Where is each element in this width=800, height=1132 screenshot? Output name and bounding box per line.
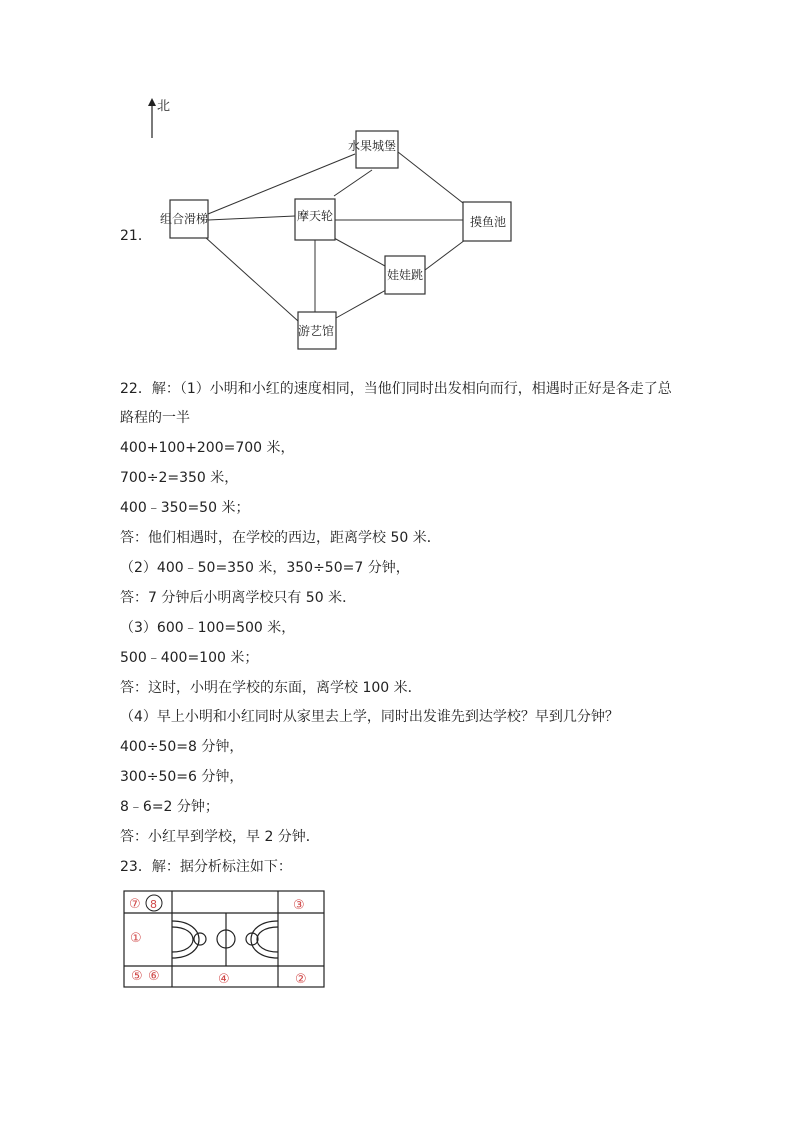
place-slide-label: 组合滑梯 xyxy=(160,212,209,226)
q22-line-5: 400﹣350=50 米； xyxy=(120,500,250,516)
court-label-5: ⑤ xyxy=(131,969,143,984)
place-arcade xyxy=(298,312,336,349)
q22-line-15: 8﹣6=2 分钟； xyxy=(120,799,219,815)
q21-number: 21． xyxy=(120,228,152,244)
q22-line-3: 400+100+200=700 米， xyxy=(120,440,295,456)
place-fish-pool xyxy=(463,202,511,241)
court-label-6: ⑥ xyxy=(148,969,160,984)
place-arcade-label: 游艺馆 xyxy=(298,324,335,338)
place-slide xyxy=(160,200,208,238)
court-label-1: ① xyxy=(130,931,142,946)
q22-line-4: 700÷2=350 米， xyxy=(120,470,239,486)
place-fruit-castle-label: 水果城堡 xyxy=(348,139,397,153)
q22-line-13: 400÷50=8 分钟， xyxy=(120,739,244,755)
place-trampoline xyxy=(385,256,425,294)
court-label-7: ⑦ xyxy=(129,897,141,912)
q22-line-8: 答：7 分钟后小明离学校只有 50 米． xyxy=(120,590,357,606)
q22-line-6: 答：他们相遇时，在学校的西边，距离学校 50 米． xyxy=(120,530,441,546)
place-fruit-castle xyxy=(348,131,398,168)
q22-line-11: 答：这时，小明在学校的东面，离学校 100 米． xyxy=(120,680,422,696)
court-label-8: 8 xyxy=(150,898,157,911)
q22-line-7: （2）400﹣50=350 米，350÷50=7 分钟， xyxy=(120,560,410,576)
q23-court-diagram xyxy=(0,886,800,996)
place-fish-pool-label: 摸鱼池 xyxy=(470,215,507,229)
place-ferris-wheel-label: 摩天轮 xyxy=(297,209,334,223)
q22-line-1: 22．解：（1）小明和小红的速度相同，当他们同时出发相向而行，相遇时正好是各走了总 xyxy=(120,381,672,397)
court-label-4: ④ xyxy=(218,972,230,987)
q22-line-10: 500﹣400=100 米； xyxy=(120,650,259,666)
q22-line-9: （3）600﹣100=500 米， xyxy=(120,620,296,636)
q22-line-12: （4）早上小明和小红同时从家里去上学，同时出发谁先到达学校？早到几分钟？ xyxy=(120,709,619,725)
q22-line-14: 300÷50=6 分钟， xyxy=(120,769,244,785)
court-label-3: ③ xyxy=(293,898,305,913)
north-label: 北 xyxy=(157,99,171,114)
place-trampoline-label: 娃娃跳 xyxy=(387,268,424,282)
q22-line-2: 路程的一半 xyxy=(120,410,190,426)
north-arrowhead xyxy=(148,98,156,106)
court-label-2: ② xyxy=(295,972,307,987)
q23-intro: 23．解：据分析标注如下： xyxy=(120,859,292,875)
q22-line-16: 答：小红早到学校，早 2 分钟． xyxy=(120,829,320,845)
place-ferris-wheel xyxy=(295,199,335,240)
q21-map-diagram xyxy=(0,0,800,370)
